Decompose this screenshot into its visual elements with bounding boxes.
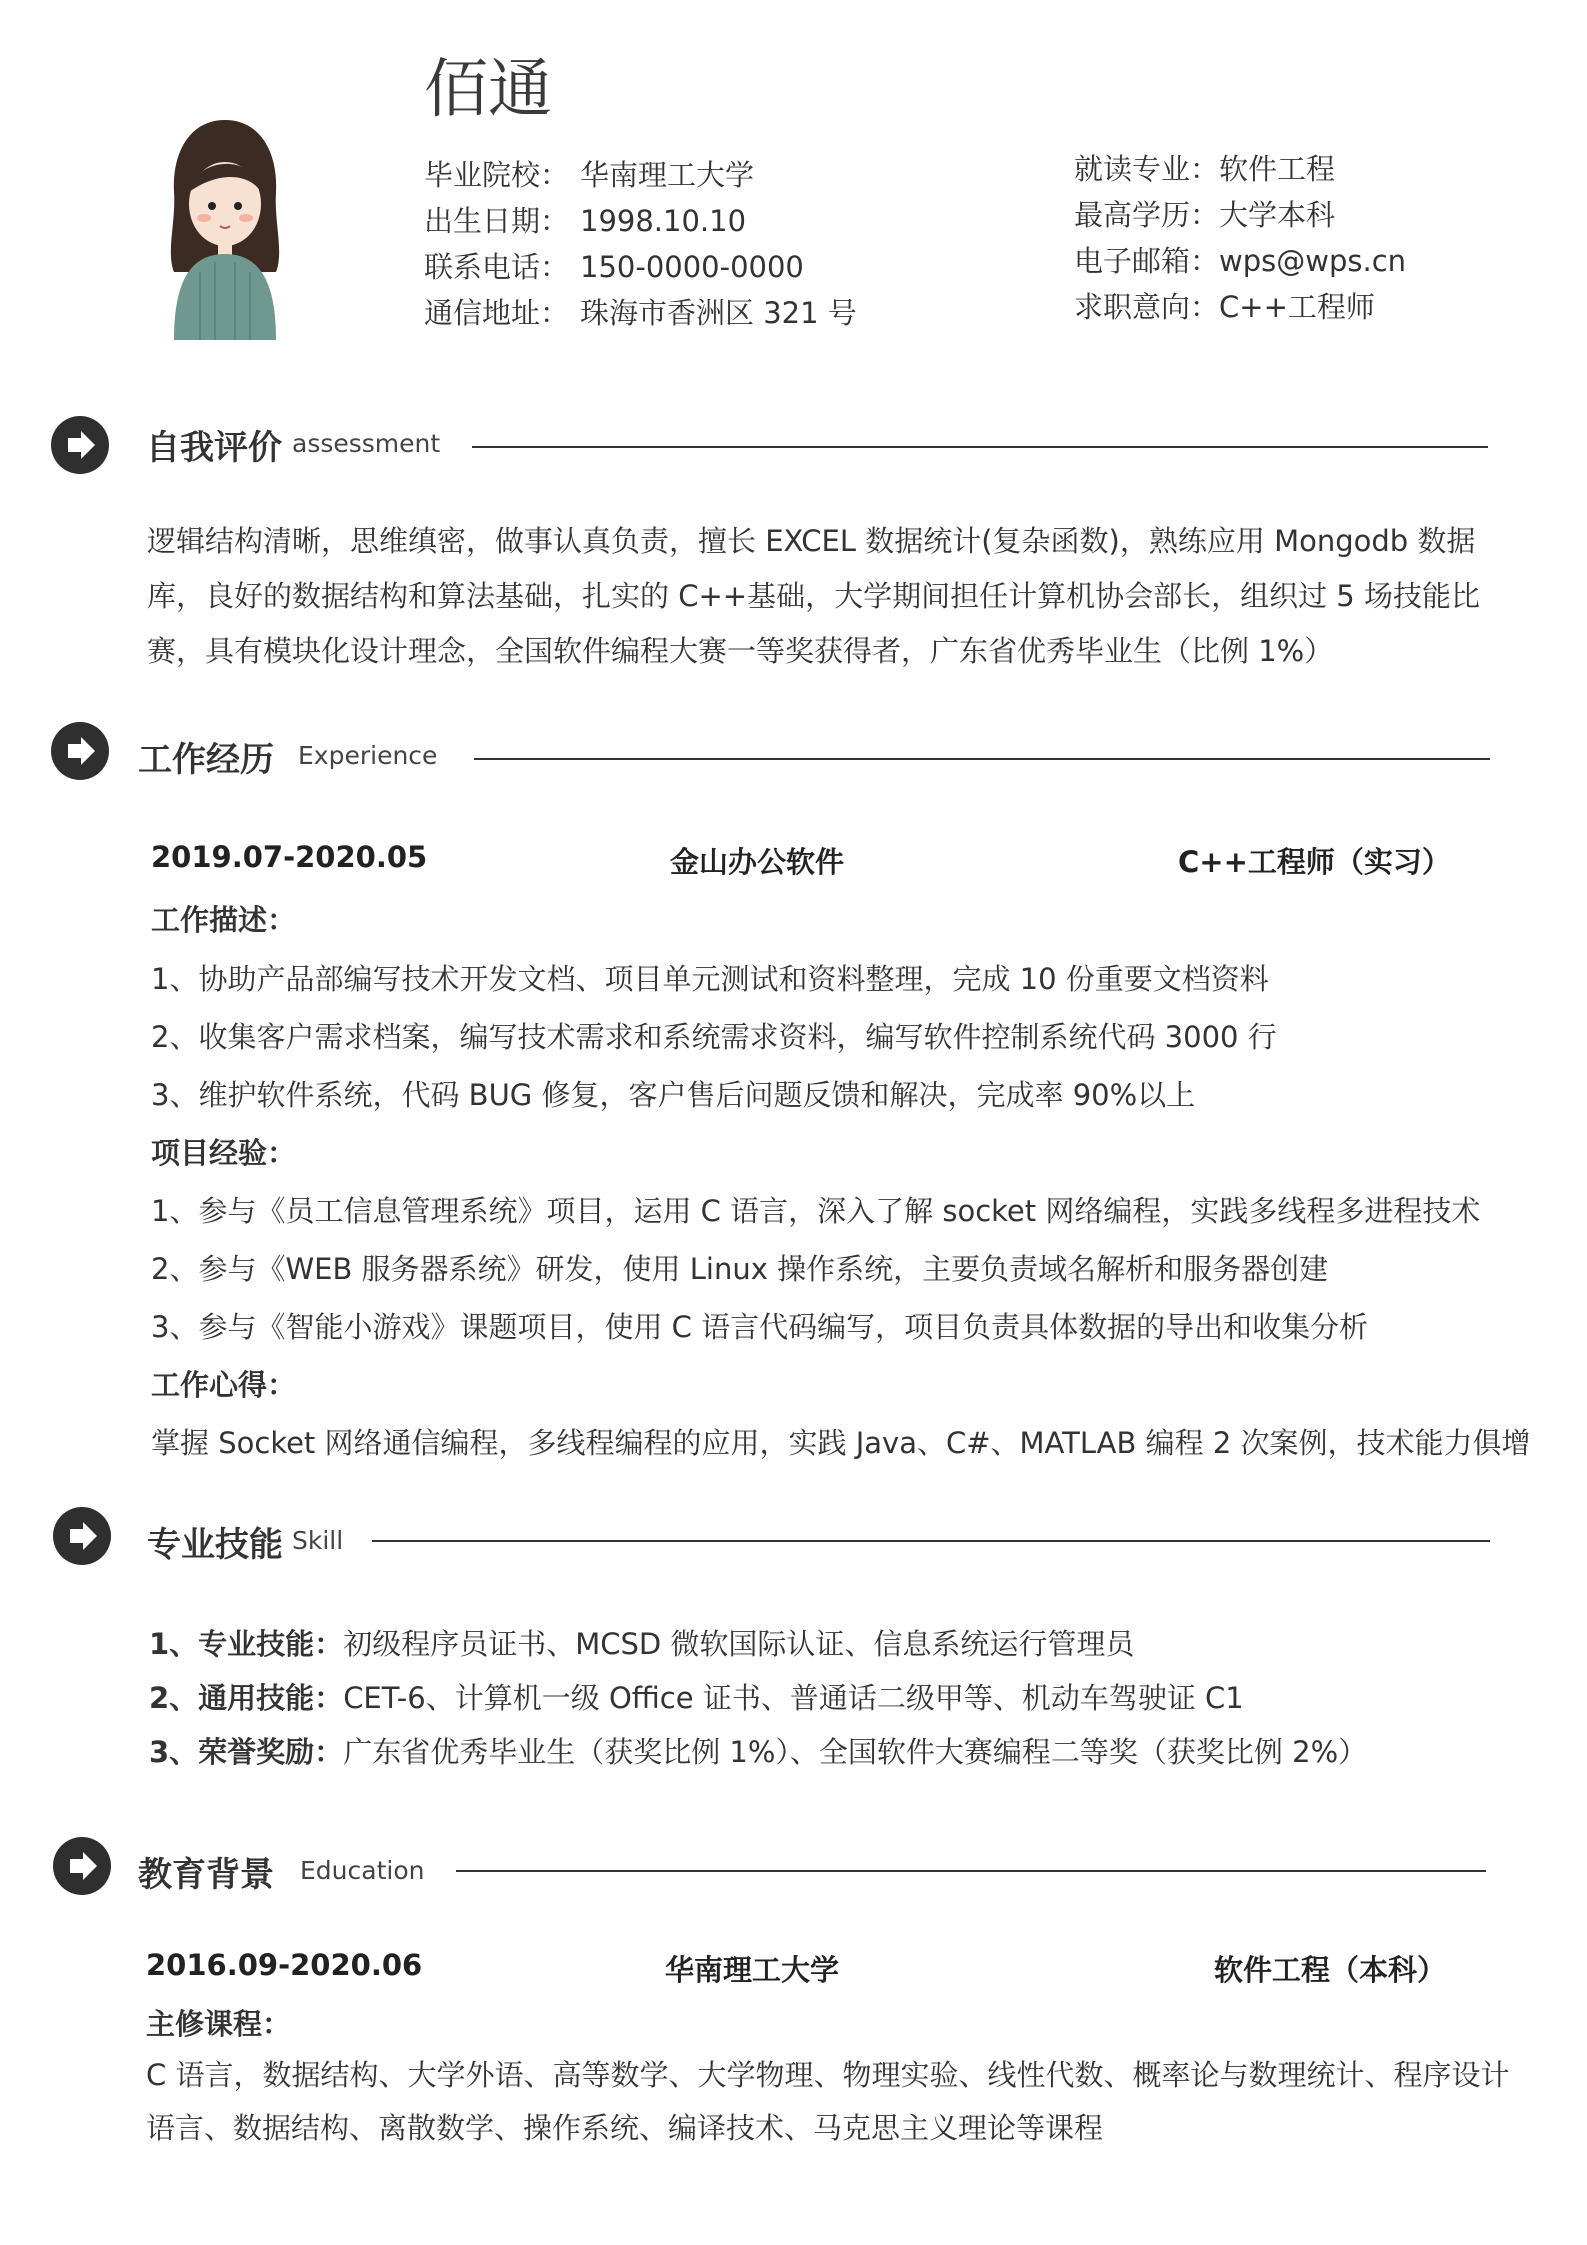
- info-row-school: 毕业院校： 华南理工大学: [424, 158, 755, 192]
- info-row-address: 通信地址： 珠海市香洲区 321 号: [424, 296, 857, 330]
- section-title-assessment: 自我评价: [146, 428, 282, 468]
- work-desc-item: 2、收集客户需求档案，编写技术需求和系统需求资料，编写软件控制系统代码 3000 行: [151, 1020, 1277, 1054]
- job-period: 2019.07-2020.05: [151, 840, 428, 874]
- work-desc-heading: 工作描述：: [151, 903, 297, 937]
- candidate-name: 佰通: [424, 53, 552, 127]
- info-row-major: 就读专业：软件工程: [1074, 152, 1336, 186]
- arrow-right-icon: [53, 1507, 111, 1565]
- section-title-skill: 专业技能: [147, 1525, 283, 1565]
- section-arrow-icon: [51, 416, 109, 474]
- info-row-birthdate: 出生日期： 1998.10.10: [424, 204, 747, 238]
- insight-text: 掌握 Socket 网络通信编程，多线程编程的应用，实践 Java、C#、MATLAB 编程 2 次案例，技术能力俱增: [151, 1426, 1531, 1460]
- section-divider: [456, 1870, 1486, 1872]
- info-row-phone: 联系电话： 150-0000-0000: [424, 250, 804, 284]
- skill-item: 1、专业技能：初级程序员证书、MCSD 微软国际认证、信息系统运行管理员: [149, 1627, 1135, 1661]
- insight-heading: 工作心得：: [151, 1368, 297, 1402]
- arrow-right-icon: [51, 416, 109, 474]
- work-desc-item: 1、协助产品部编写技术开发文档、项目单元测试和资料整理，完成 10 份重要文档资料: [151, 962, 1269, 996]
- basic-info-left: [424, 152, 857, 336]
- section-arrow-icon: [53, 1507, 111, 1565]
- info-row-email: 电子邮箱：wps@wps.cn: [1074, 244, 1407, 278]
- edu-major: 软件工程（本科）: [1214, 1953, 1447, 1987]
- course-list: C 语言，数据结构、大学外语、高等数学、大学物理、物理实验、线性代数、概率论与数理统计、程序设计 语言、数据结构、离散数学、操作系统、编译技术、马克思主义理论等课程: [146, 2058, 1510, 2145]
- section-arrow-icon: [53, 1837, 111, 1895]
- job-company: 金山办公软件: [670, 845, 845, 879]
- arrow-right-icon: [53, 1837, 111, 1895]
- course-heading: 主修课程：: [146, 2007, 292, 2041]
- project-item: 1、参与《员工信息管理系统》项目，运用 C 语言，深入了解 socket 网络编程，实践多线程多进程技术: [151, 1194, 1481, 1228]
- basic-info-right: [1074, 146, 1406, 330]
- section-subtitle-skill: Skill: [292, 1526, 344, 1555]
- assessment-text: 逻辑结构清晰，思维缜密，做事认真负责，擅长 EXCEL 数据统计(复杂函数)，熟练应用 Mongodb 数据 库，良好的数据结构和算法基础，扎实的 C++基础，大学期间担任计算机协会部长，组织过 5 场技能比 赛，具有模块化设计理念，全国软件编程大赛一等奖获得者，广东省优秀毕业生（比例 1%）: [147, 524, 1480, 668]
- edu-school: 华南理工大学: [665, 1953, 840, 1987]
- info-row-degree: 最高学历：大学本科: [1074, 198, 1336, 232]
- section-arrow-icon: [51, 722, 109, 780]
- edu-period: 2016.09-2020.06: [146, 1948, 423, 1982]
- skill-item: 2、通用技能：CET-6、计算机一级 Office 证书、普通话二级甲等、机动车驾驶证 C1: [149, 1681, 1244, 1715]
- avatar: [160, 112, 290, 340]
- section-divider: [372, 1540, 1490, 1542]
- skill-item: 3、荣誉奖励：广东省优秀毕业生（获奖比例 1%）、全国软件大赛编程二等奖（获奖比例 2%）: [149, 1735, 1368, 1769]
- job-role: C++工程师（实习）: [1178, 845, 1451, 879]
- section-title-experience: 工作经历: [138, 740, 274, 780]
- arrow-right-icon: [51, 722, 109, 780]
- section-subtitle-education: Education: [300, 1856, 425, 1885]
- section-subtitle-assessment: assessment: [292, 429, 441, 458]
- info-row-objective: 求职意向：C++工程师: [1074, 290, 1375, 324]
- section-divider: [472, 446, 1488, 448]
- project-item: 2、参与《WEB 服务器系统》研发，使用 Linux 操作系统，主要负责域名解析和服务器创建: [151, 1252, 1329, 1286]
- project-heading: 项目经验：: [151, 1136, 297, 1170]
- section-divider: [474, 758, 1490, 760]
- section-title-education: 教育背景: [138, 1855, 274, 1895]
- project-item: 3、参与《智能小游戏》课题项目，使用 C 语言代码编写，项目负责具体数据的导出和收集分析: [151, 1310, 1369, 1344]
- section-subtitle-experience: Experience: [298, 741, 438, 770]
- work-desc-item: 3、维护软件系统，代码 BUG 修复，客户售后问题反馈和解决，完成率 90%以上: [151, 1078, 1196, 1112]
